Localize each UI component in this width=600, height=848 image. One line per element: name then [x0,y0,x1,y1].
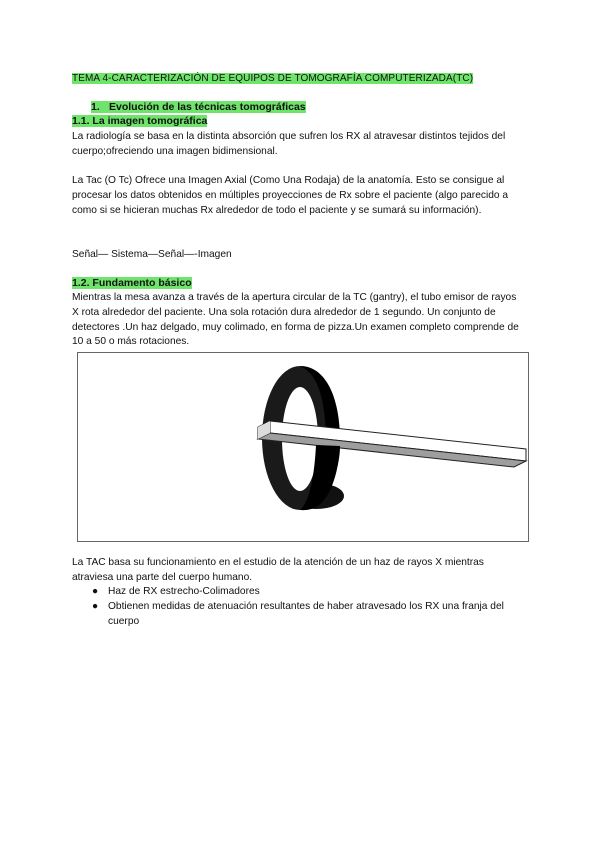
list-item [72,600,532,630]
section-1-1-paragraph-1: La radiología se basa en la distinta absorción que sufren los RX al atravesar distintos tejidos del cuerpo;ofreciendo una imagen bidimensional. [72,131,506,157]
list-item-text: Haz de RX estrecho-Colimadores [108,586,260,597]
document-title-text: TEMA 4-CARACTERIZACIÓN DE EQUIPOS DE TOMOGRAFÍA COMPUTERIZADA(TC) [72,73,474,84]
section-1-2-heading-text: 1.2. Fundamento básico [72,277,192,289]
list-item-text: Obtienen medidas de atenuación resultantes de haber atravesado los RX una franja del cuerpo [108,600,504,627]
bullet-icon: ● [92,586,99,597]
section-1-1-paragraph-2: La Tac (O Tc) Ofrece una Imagen Axial (Como Una Rodaja) de la anatomía. Esto se consigue al procesar los datos obtenidos en múltiples proyecciones de Rx sobre el paciente (algo parecido a como si se hicieran muchas Rx alrededor de todo el paciente y se sumará su información). [72,175,509,216]
section-1-number: 1. [91,101,100,113]
section-1-title: Evolución de las técnicas tomográficas [109,101,306,113]
section-1-2-paragraph-1: Mientras la mesa avanza a través de la apertura circular de la TC (gantry), el tubo emisor de rayos X rota alrededor del paciente. Una sola rotación dura alrededor de 1 segundo. Un conjunto de detectores .Un haz delgado, muy colimado, en forma de pizza.Un examen completo comprende de 10 a 50 o más rotaciones. [72,292,519,348]
bullet-icon: ● [92,600,99,612]
signal-chain-text: Señal— Sistema—Señal—-Imagen [72,249,232,260]
section-1-1-heading [72,115,207,127]
bullet-list [72,585,532,629]
ct-scanner-illustration [77,352,529,542]
section-1-heading [91,101,306,113]
list-item [72,585,532,600]
section-1-2-paragraph-2: La TAC basa su funcionamiento en el estudio de la atención de un haz de rayos X mientras atraviesa una parte del cuerpo humano. [72,557,484,583]
document-title [72,73,473,84]
section-1-2-heading [72,277,192,289]
ct-gantry-drawing [78,353,528,541]
section-1-heading-highlight [91,101,306,113]
section-1-1-heading-text: 1.1. La imagen tomográfica [72,115,208,127]
